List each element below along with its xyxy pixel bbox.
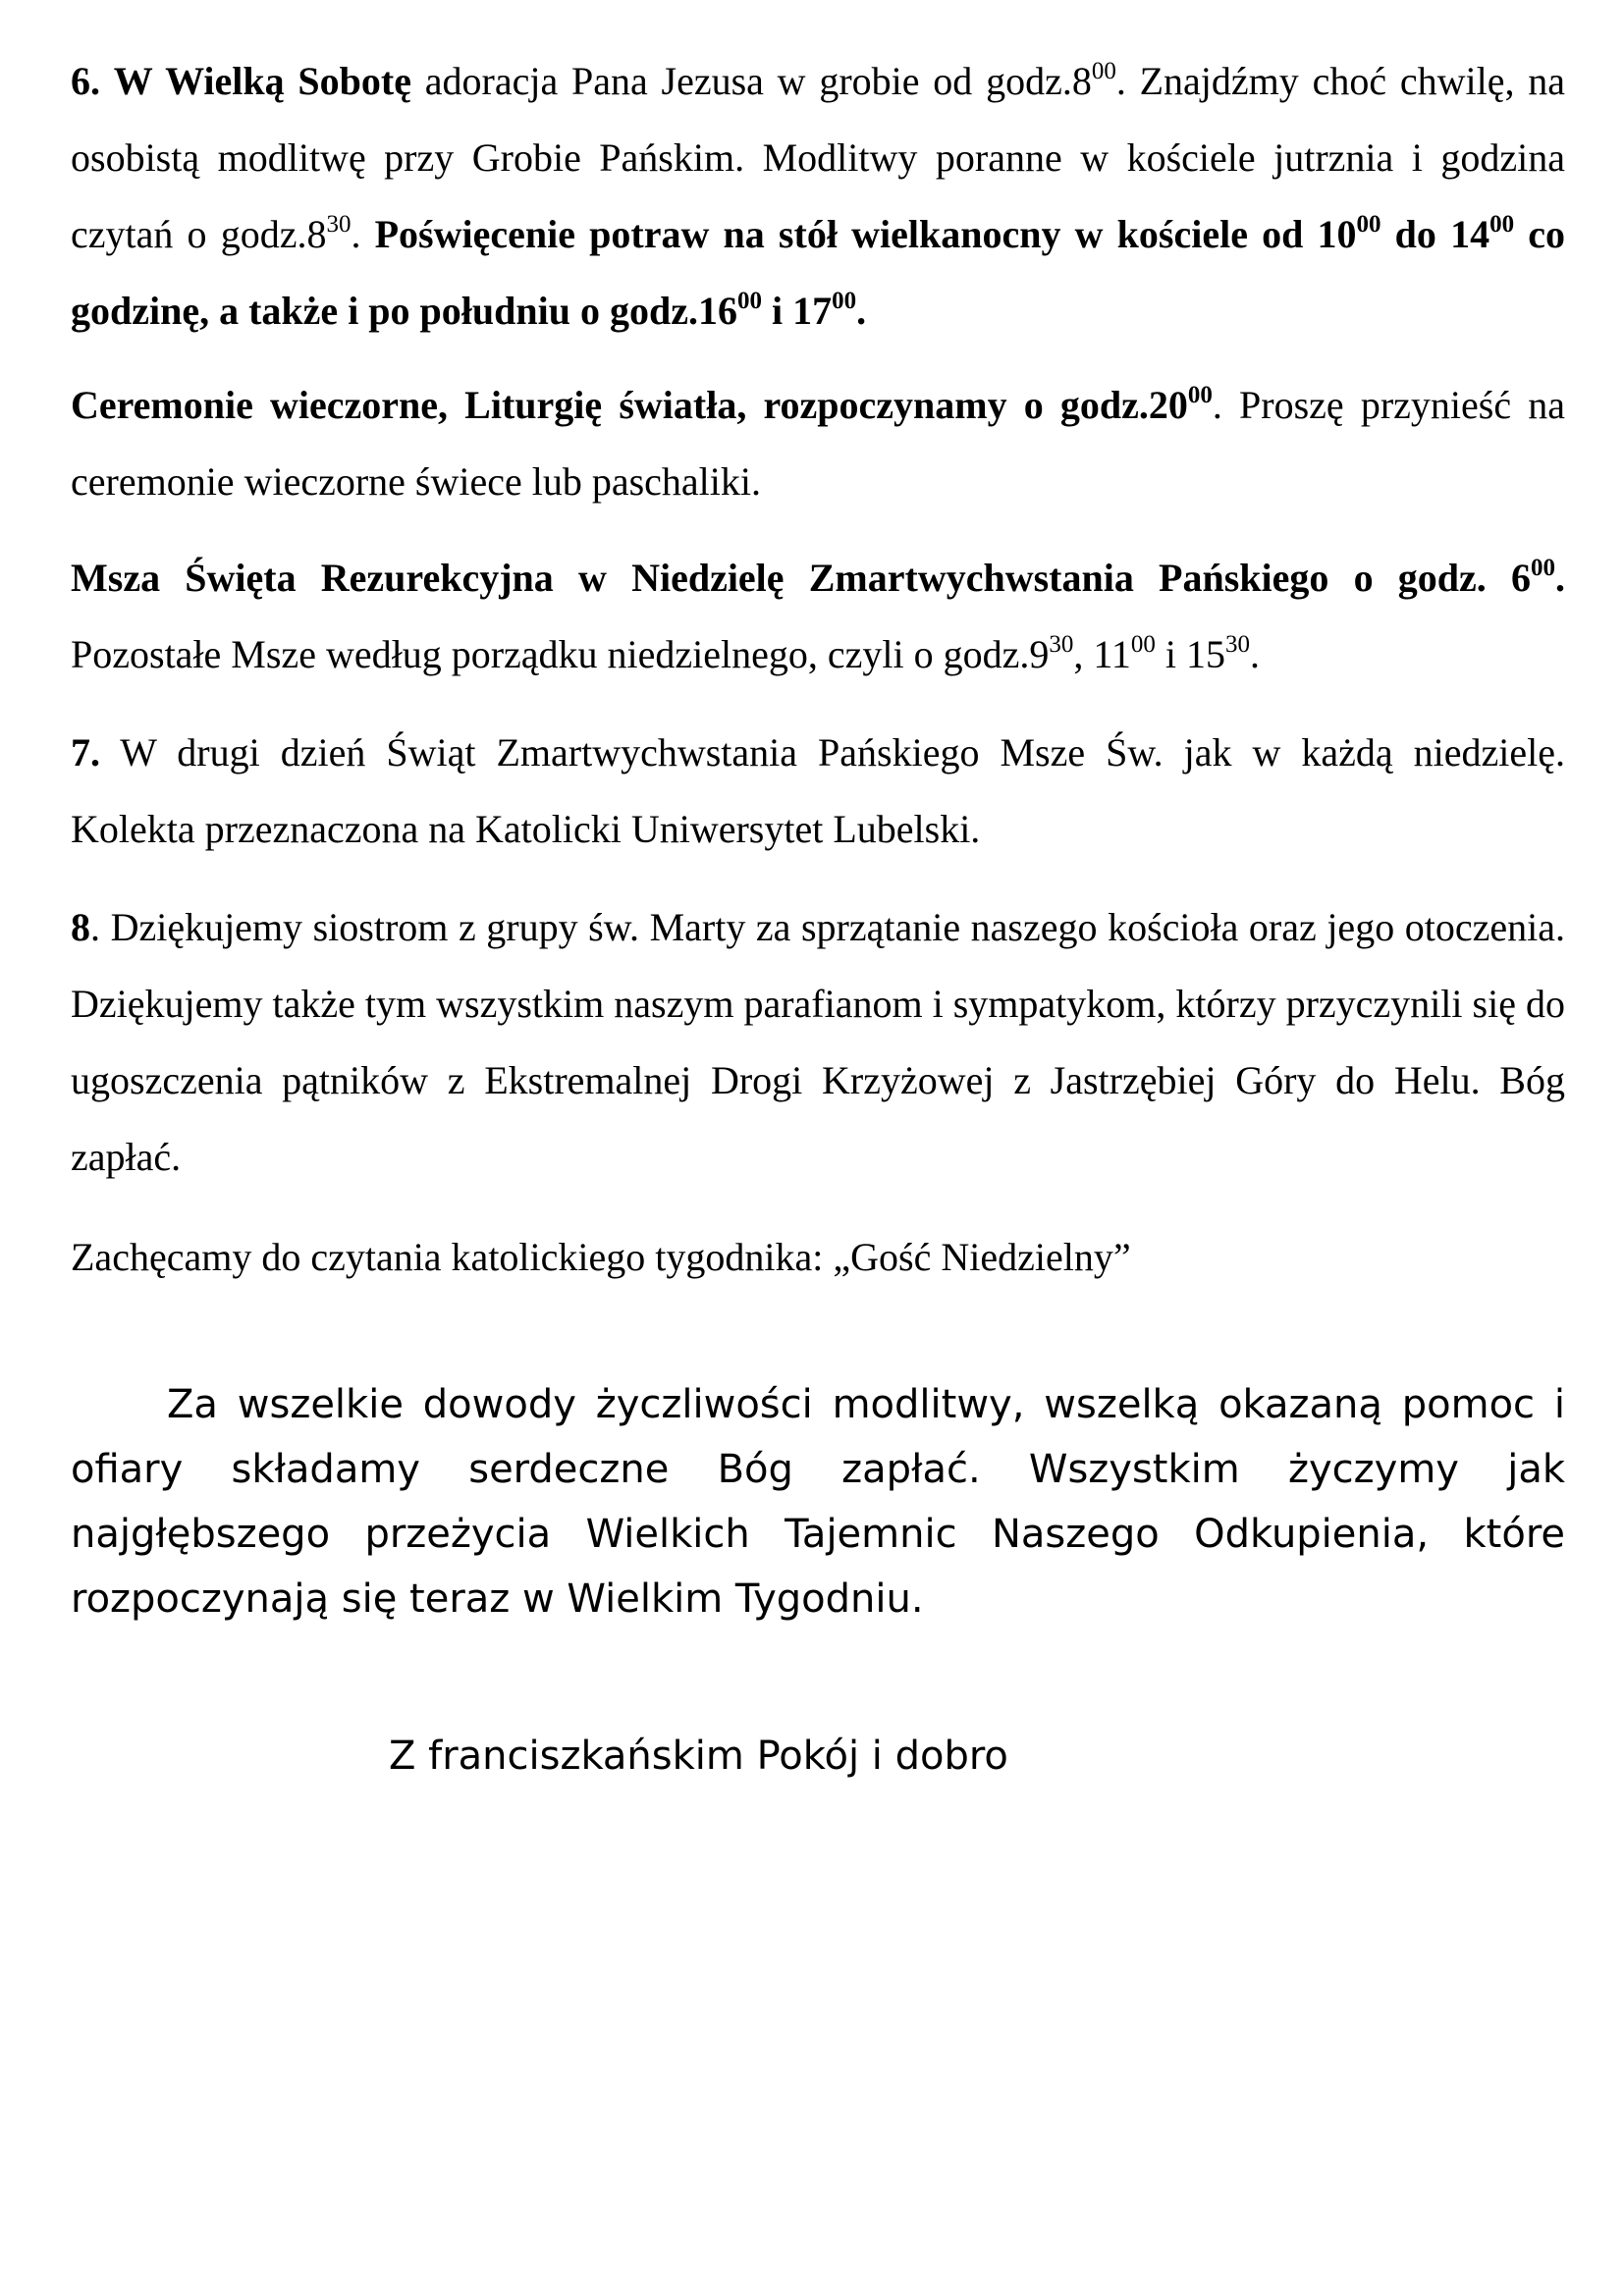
bold-run: Msza Święta Rezurekcyjna w Niedzielę Zmartwychwstania Pańskiego o godz. 6 [71, 556, 1531, 600]
document-page [71, 43, 1565, 1789]
superscript: 00 [737, 287, 763, 314]
text-run: . Dziękujemy siostrom z grupy św. Marty za sprzątanie naszego kościoła oraz jego otoczenia. Dziękujemy także tym wszystkim naszym parafianom i sympatykom, którzy przyczynili się do ugoszczenia pątników z Ekstremalnej Drogi Krzyżowej z Jastrzębiej Góry do Helu. Bóg zapłać. [71, 905, 1565, 1179]
zachecamy-note: Zachęcamy do czytania katolickiego tygodnika: „Gość Niedzielny” [71, 1235, 1131, 1279]
text-run: . [1250, 632, 1261, 676]
superscript: 00 [1489, 210, 1515, 238]
text-run: adoracja Pana Jezusa w grobie od godz.8 [410, 59, 1092, 103]
superscript: 30 [1049, 630, 1074, 658]
superscript: 00 [1187, 381, 1213, 408]
closing-message [71, 1372, 1565, 1631]
paragraph-msza [71, 540, 1565, 693]
bold-run: . [856, 289, 867, 333]
superscript: 00 [1091, 57, 1116, 84]
superscript: 00 [1130, 630, 1156, 658]
text-run: . Znajdźmy choć chwilę, na osobistą modlitwę przy Grobie Pańskim. Modlitwy poranne w kościele jutrznia i godzina czytań o godz.8 [71, 59, 1566, 256]
closing-text: Za wszelkie dowody życzliwości modlitwy, wszelką okazaną pomoc i ofiary składamy serdeczne Bóg zapłać. Wszystkim życzymy jak najgłębszego przeżycia Wielkich Tajemnic Naszego Odkupienia, które rozpoczynają się teraz w Wielkim Tygodniu. [71, 1382, 1565, 1622]
paragraph-lead: W Wielką Sobotę [113, 59, 411, 103]
bold-run: Ceremonie wieczorne, Liturgię światła, rozpoczynamy o godz.20 [71, 383, 1188, 427]
bold-run: do 14 [1380, 212, 1490, 256]
paragraph-6 [71, 43, 1565, 349]
superscript: 00 [832, 287, 857, 314]
text-run: , 11 [1073, 632, 1131, 676]
paragraph-ceremonie [71, 367, 1565, 520]
text-run: . Proszę przynieść na ceremonie wieczorne świece lub paschaliki. [71, 383, 1566, 504]
superscript: 30 [1225, 630, 1251, 658]
paragraph-7 [71, 715, 1565, 868]
superscript: 00 [1356, 210, 1381, 238]
signature: Z franciszkańskim Pokój i dobro [389, 1734, 1008, 1779]
bold-run: Poświęcenie potraw na stół wielkanocny w kościele od 10 [374, 212, 1357, 256]
text-run: W drugi dzień Świąt Zmartwychwstania Pańskiego Msze Św. jak w każdą niedzielę. Kolekta przeznaczona na Katolicki Uniwersytet Lubelski. [71, 730, 1565, 851]
paragraph-8 [71, 889, 1565, 1196]
bold-run: co godzinę, a także i po południu o godz.16 [71, 212, 1566, 333]
superscript: 30 [326, 210, 352, 238]
superscript: 00 [1531, 554, 1555, 581]
bold-run: . [1555, 556, 1565, 600]
text-run: i 15 [1155, 632, 1226, 676]
paragraph-number: 6. [71, 59, 100, 103]
paragraph-number: 7. [71, 730, 100, 774]
text-run: Pozostałe Msze według porządku niedzielnego, czyli o godz.9 [71, 632, 1050, 676]
text-run: . [351, 212, 375, 256]
bold-run: i 17 [762, 289, 833, 333]
paragraph-number: 8 [71, 905, 90, 949]
